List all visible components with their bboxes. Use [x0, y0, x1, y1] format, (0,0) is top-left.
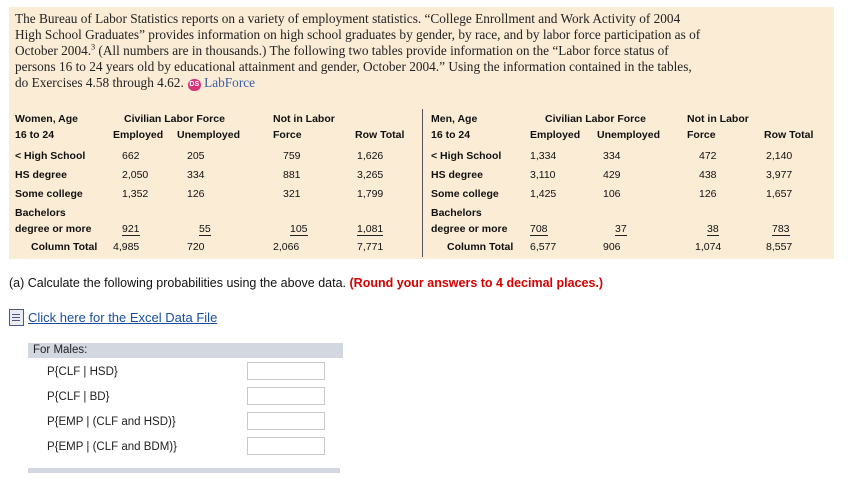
row-label: HS degree	[431, 169, 483, 181]
column-header: Row Total	[355, 129, 405, 141]
table-cell: 334	[187, 169, 205, 181]
row-label: Some college	[15, 188, 83, 200]
row-label: degree or more	[431, 223, 508, 235]
table-cell: 881	[283, 169, 301, 181]
table-cell: 1,081	[357, 223, 384, 235]
table-cell: 438	[699, 169, 717, 181]
column-header: Unemployed	[177, 129, 241, 141]
column-header: Force	[273, 129, 302, 141]
problem-intro: The Bureau of Labor Statistics reports on a variety of employment statistics. “College Enrollment and Work Activity of 2004 High School Graduates” provides information on high school graduates by gender, by race, and by labor force participation as of October 2004.$^3$ (All numbers are in thousands.) The following two tables provide information on the “Labor force status of persons 16 to 24 years old by educational attainment and gender, October 2004.” Using the information contained in the tables, do Exercises 4.58 through 4.62. DS LabForce	[15, 11, 701, 90]
table-cell: 37	[615, 223, 627, 235]
row-label: Bachelors	[15, 207, 66, 219]
table-title: Men, Age	[431, 113, 478, 125]
table-cell: 106	[603, 188, 621, 200]
table-cell: 921	[122, 223, 140, 235]
table-cell: 4,985	[113, 241, 140, 253]
table-cell: 2,050	[122, 169, 149, 181]
excel-link-row[interactable]	[9, 309, 217, 326]
table-cell: 1,799	[357, 188, 384, 200]
p-emp-clf-bdm-input[interactable]	[247, 437, 325, 455]
p-clf-bd-input[interactable]	[247, 387, 325, 405]
column-header: Row Total	[764, 129, 814, 141]
p-emp-clf-hsd-input[interactable]	[247, 412, 325, 430]
table-cell: 126	[187, 188, 205, 200]
table-cell: 334	[603, 150, 621, 162]
row-label: < High School	[15, 150, 86, 162]
form-row	[28, 411, 333, 435]
form-row	[28, 386, 333, 410]
probability-label: P{CLF | HSD}	[47, 366, 118, 378]
table-cell: 1,334	[530, 150, 557, 162]
p-clf-hsd-input[interactable]	[247, 362, 325, 380]
table-cell: 7,771	[357, 241, 384, 253]
excel-file-icon	[9, 309, 24, 326]
table-cell: 2,066	[273, 241, 300, 253]
form-footer-bar	[28, 468, 340, 473]
table-cell: 8,557	[766, 241, 793, 253]
problem-panel	[9, 7, 834, 259]
table-cell: 126	[699, 188, 717, 200]
males-probability-form	[28, 343, 340, 474]
row-label: HS degree	[15, 169, 67, 181]
column-header: Unemployed	[597, 129, 661, 141]
excel-data-file-link[interactable]: Click here for the Excel Data File	[28, 310, 218, 325]
column-group-header: Civilian Labor Force	[124, 113, 225, 125]
question-prompt: (a) Calculate the following probabilities using the above data. (Round your answers to 4 decimal places.)	[9, 276, 604, 290]
table-cell: 720	[187, 241, 205, 253]
table-cell: 662	[122, 150, 140, 162]
table-cell: 1,657	[766, 188, 793, 200]
table-cell: 472	[699, 150, 717, 162]
table-cell: 205	[187, 150, 205, 162]
women-table	[15, 113, 415, 259]
table-cell: 1,626	[357, 150, 384, 162]
form-row	[28, 436, 333, 460]
row-label: Some college	[431, 188, 499, 200]
row-label: degree or more	[15, 223, 92, 235]
probability-label: P{EMP | (CLF and BDM)}	[47, 441, 177, 453]
table-cell: 105	[290, 223, 308, 235]
form-row	[28, 361, 333, 385]
table-cell: 906	[603, 241, 621, 253]
table-cell: 3,110	[530, 169, 556, 181]
labforce-dataset-label: LabForce	[204, 75, 256, 90]
row-label: < High School	[431, 150, 502, 162]
column-total-label: Column Total	[447, 241, 514, 253]
data-set-icon: DS	[188, 79, 201, 91]
table-cell: 55	[199, 223, 211, 235]
column-total-label: Column Total	[31, 241, 98, 253]
column-header: Not in Labor	[687, 113, 749, 125]
table-cell: 321	[283, 188, 301, 200]
table-cell: 38	[707, 223, 719, 235]
table-cell: 783	[772, 223, 790, 235]
column-group-header: Civilian Labor Force	[545, 113, 646, 125]
table-cell: 3,265	[357, 169, 384, 181]
table-cell: 1,352	[122, 188, 149, 200]
table-title: 16 to 24	[431, 129, 471, 141]
table-title: Women, Age	[15, 113, 79, 125]
footnote-marker: 3	[91, 42, 96, 52]
table-cell: 1,425	[530, 188, 557, 200]
table-cell: 759	[283, 150, 301, 162]
column-header: Force	[687, 129, 716, 141]
column-header: Not in Labor	[273, 113, 335, 125]
row-label: Bachelors	[431, 207, 482, 219]
table-cell: 429	[603, 169, 621, 181]
table-cell: 1,074	[695, 241, 722, 253]
table-divider	[422, 109, 423, 257]
column-header: Employed	[530, 129, 581, 141]
probability-label: P{CLF | BD}	[47, 391, 110, 403]
table-cell: 708	[530, 223, 548, 235]
men-table	[431, 113, 831, 259]
form-header: For Males:	[28, 343, 343, 358]
column-header: Employed	[113, 129, 164, 141]
table-cell: 2,140	[766, 150, 793, 162]
table-cell: 3,977	[766, 169, 793, 181]
probability-label: P{EMP | (CLF and HSD)}	[47, 416, 176, 428]
table-cell: 6,577	[530, 241, 557, 253]
table-title: 16 to 24	[15, 129, 55, 141]
rounding-note: (Round your answers to 4 decimal places.)	[349, 276, 604, 290]
